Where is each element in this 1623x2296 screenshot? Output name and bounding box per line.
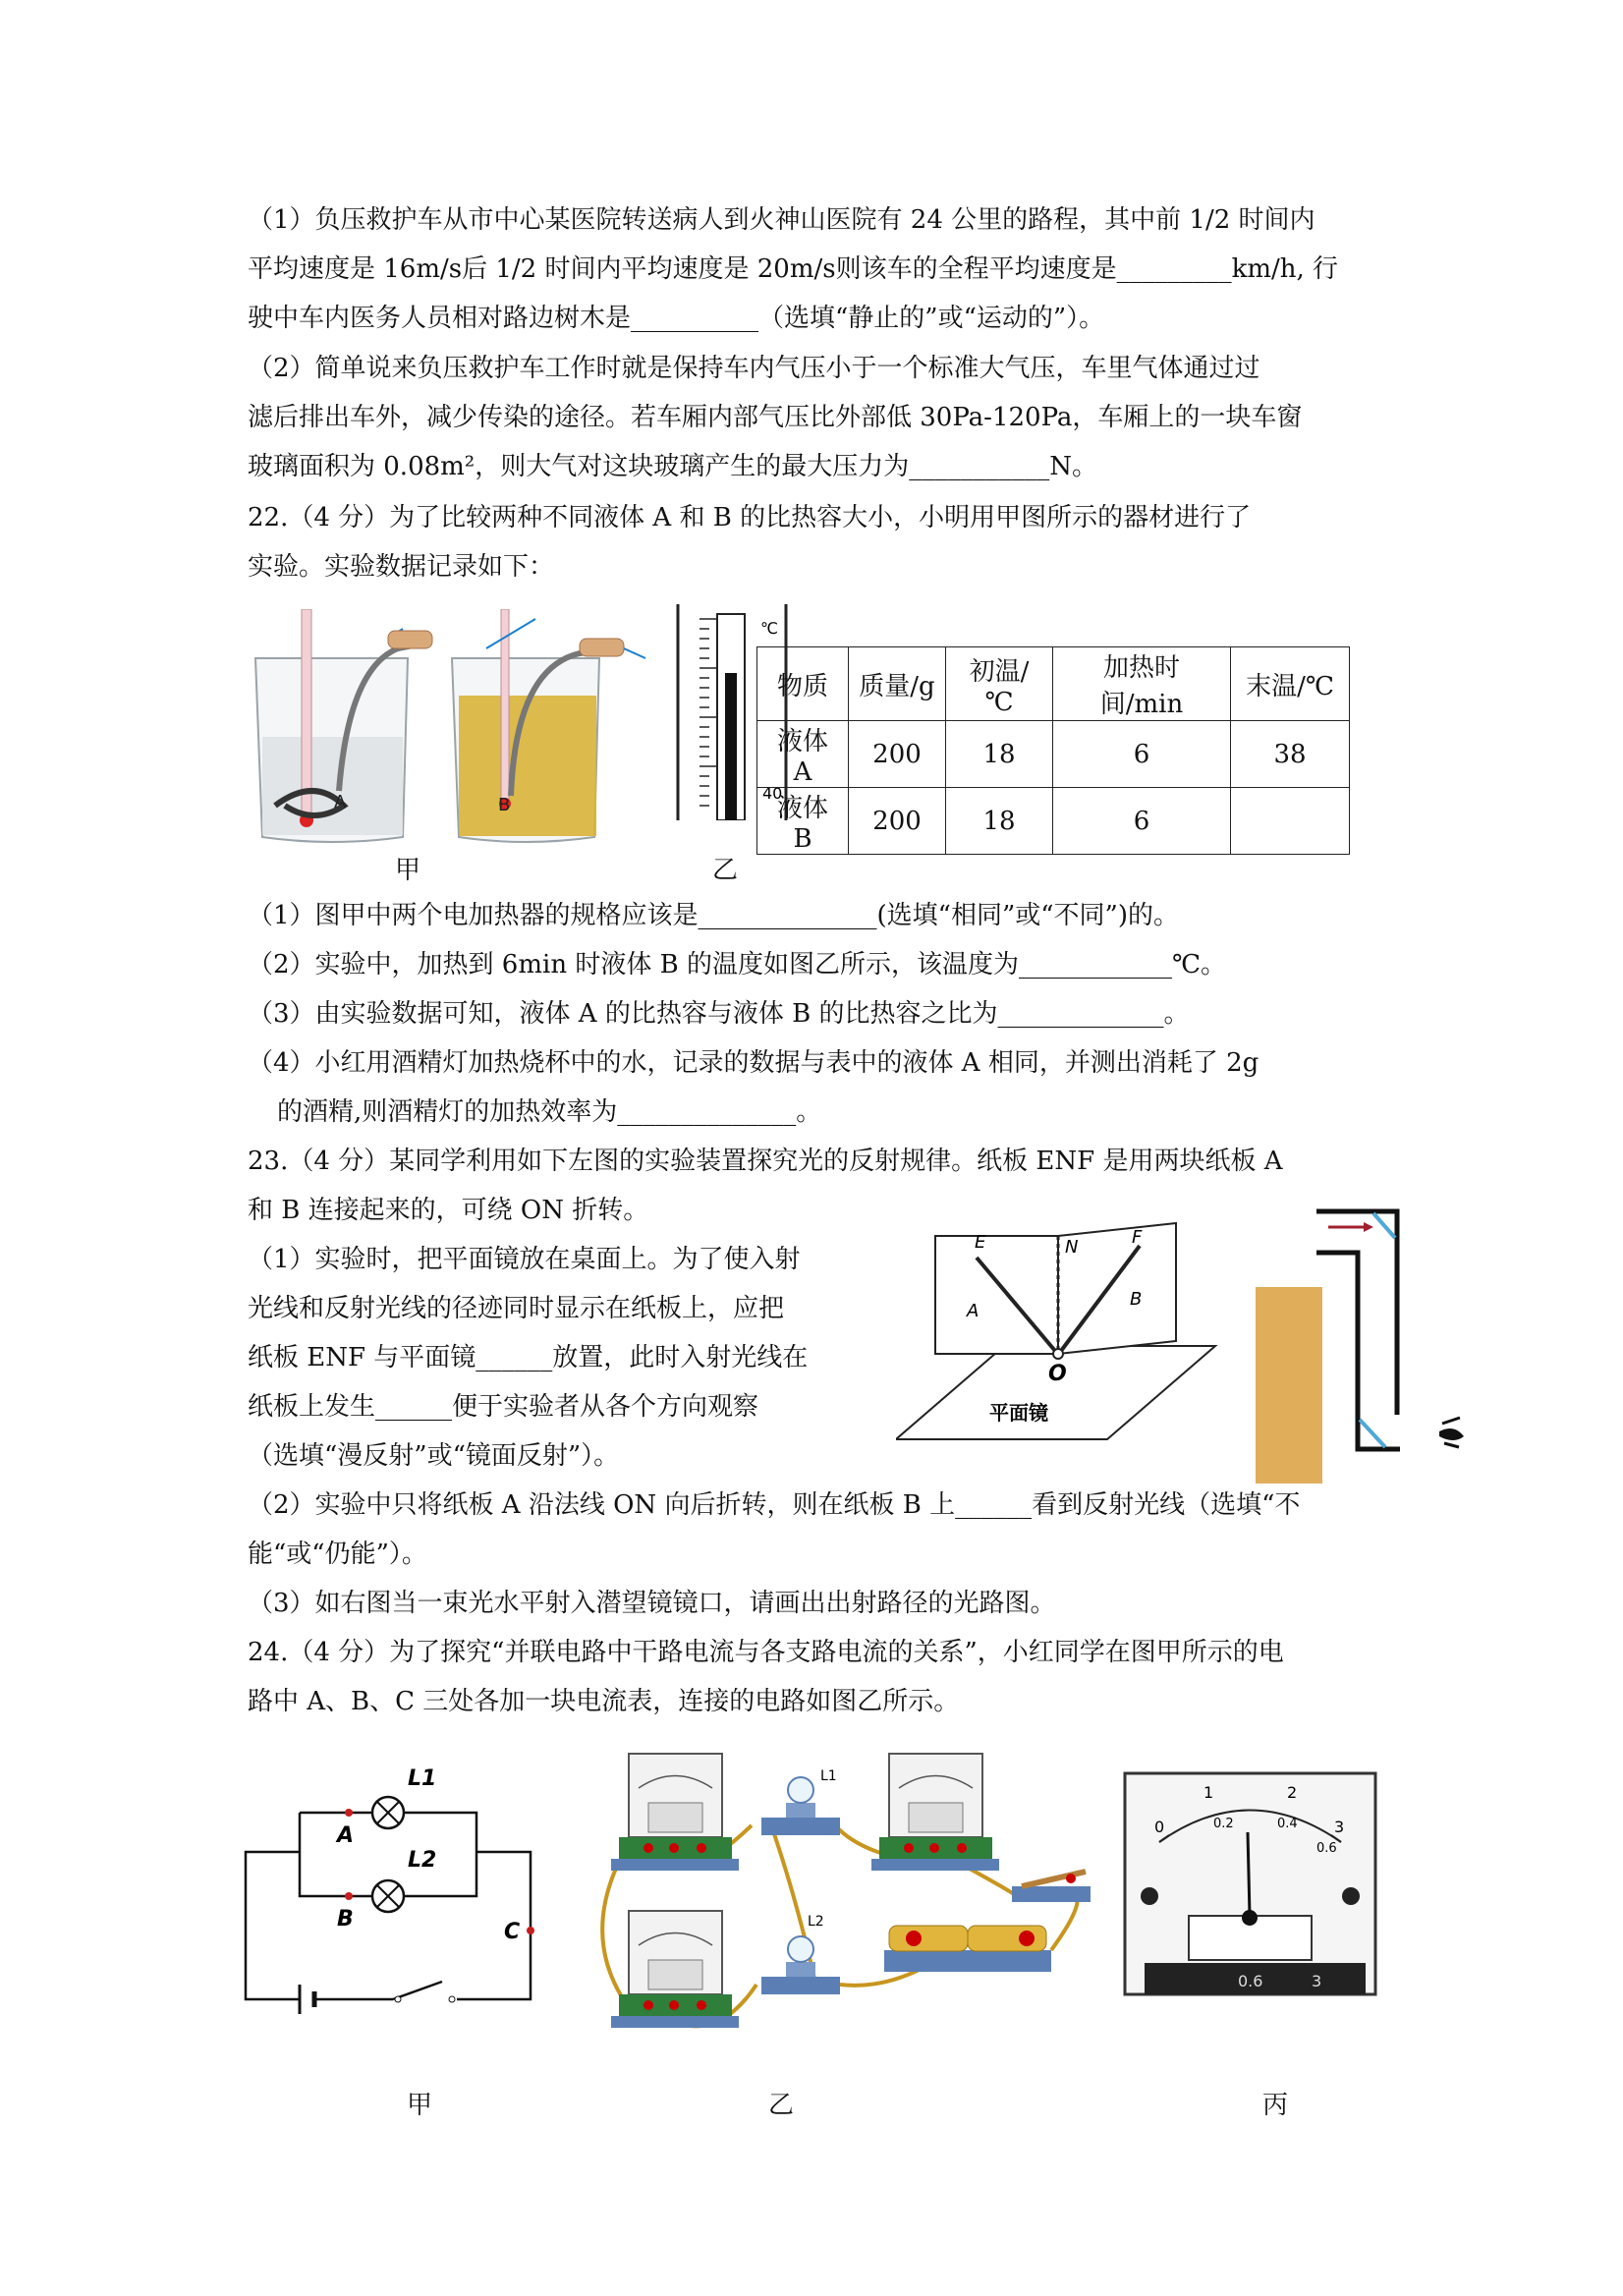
svg-text:0: 0 [1154, 1818, 1165, 1836]
liquid-a [262, 737, 403, 835]
q23-line-8: （2）实验中只将纸板 A 沿法线 ON 向后折转，则在纸板 B 上______看到反射光线（选填“不 [248, 1490, 1301, 1520]
table-header: 末温/℃ [1231, 647, 1350, 721]
svg-text:3: 3 [1334, 1818, 1345, 1836]
table-cell [1231, 788, 1350, 855]
plane-mirror [896, 1346, 1215, 1439]
q22-line-1: 22.（4 分）为了比较两种不同液体 A 和 B 的比热容大小，小明用甲图所示的器材进行了 [248, 503, 1252, 532]
reflection-apparatus-figure [896, 1218, 1230, 1454]
svg-text:B: B [498, 795, 511, 815]
table-cell: 液体 A [757, 721, 849, 788]
q23-line-10: （3）如右图当一束光水平射入潜望镜镜口，请画出出射路径的光路图。 [248, 1589, 1056, 1618]
lamp-l1 [372, 1797, 404, 1828]
svg-text:L2: L2 [808, 1914, 824, 1930]
table-header: 物质 [757, 647, 849, 721]
q22-sub-1: （1）图甲中两个电加热器的规格应该是______________(选填“相同”或“不同”)的。 [248, 901, 1179, 930]
svg-text:L2: L2 [408, 1848, 437, 1873]
bulb-l1 [761, 1768, 840, 1835]
caption-yi-2: 乙 [768, 2091, 795, 2120]
top-mirror [1373, 1213, 1395, 1238]
q21-line-6: 玻璃面积为 0.08m²，则大气对这块玻璃产生的最大压力为___________N。 [248, 452, 1097, 481]
svg-text:B: B [337, 1907, 354, 1932]
q23-line-6: 纸板上发生______便于实验者从各个方向观察 [248, 1392, 759, 1422]
eye-icon [1439, 1428, 1464, 1440]
q22-sub-2: （2）实验中，加热到 6min 时液体 B 的温度如图乙所示，该温度为____________℃。 [248, 950, 1227, 980]
table-header-row [757, 647, 1350, 721]
ammeter-1 [611, 1754, 739, 1871]
beaker-b [452, 609, 645, 842]
q23-line-2: 和 B 连接起来的，可绕 ON 折转。 [248, 1196, 649, 1225]
board-a [935, 1236, 1058, 1354]
caption-jia: 甲 [395, 856, 421, 885]
table-cell: 6 [1053, 721, 1231, 788]
table-header: 加热时间/min [1053, 647, 1231, 721]
table-cell: 18 [946, 721, 1053, 788]
svg-text:1: 1 [1203, 1783, 1214, 1802]
q23-line-3: （1）实验时，把平面镜放在桌面上。为了使入射 [248, 1245, 801, 1274]
q24-line-1: 24.（4 分）为了探究“并联电路中干路电流与各支路电流的关系”，小红同学在图甲所示的电 [248, 1638, 1284, 1667]
svg-text:C: C [504, 1920, 521, 1944]
dial-needle [1248, 1832, 1250, 1916]
beaker-a [255, 609, 432, 842]
table-cell: 6 [1053, 788, 1231, 855]
table-cell: 液体 B [757, 788, 849, 855]
liquid-b [459, 696, 596, 836]
svg-text:B: B [1130, 1289, 1143, 1310]
q23-line-4: 光线和反射光线的径迹同时显示在纸板上，应把 [248, 1294, 785, 1323]
battery [884, 1926, 1051, 1972]
svg-text:L1: L1 [408, 1766, 437, 1791]
q23-line-9: 能“或“仍能”）。 [248, 1540, 427, 1569]
battery-symbol [300, 1985, 314, 2014]
q22-sub-4: （4）小红用酒精灯加热烧杯中的水，记录的数据与表中的液体 A 相同，并测出消耗了 2g [248, 1048, 1259, 1078]
svg-text:F: F [1132, 1227, 1143, 1248]
ammeter-dial-figure [1120, 1768, 1385, 1999]
svg-text:A: A [337, 1823, 355, 1848]
q23-line-5: 纸板 ENF 与平面镜______放置，此时入射光线在 [248, 1343, 809, 1372]
q22-data-table [756, 646, 1350, 855]
lamp-l2 [372, 1880, 404, 1912]
caption-yi: 乙 [712, 856, 739, 885]
q22-line-2: 实验。实验数据记录如下： [248, 552, 555, 582]
bottom-mirror [1360, 1420, 1385, 1447]
q21-line-1: （1）负压救护车从市中心某医院转送病人到火神山医院有 24 公里的路程，其中前 1/2 时间内 [248, 205, 1315, 235]
table-header: 初温/℃ [946, 647, 1053, 721]
svg-text:A: A [334, 792, 347, 812]
periscope-figure [1248, 1204, 1483, 1484]
beakers-figure [241, 609, 653, 850]
q22-sub-5: 的酒精,则酒精灯的加热效率为______________。 [277, 1097, 822, 1127]
table-cell: 38 [1231, 721, 1350, 788]
switch [1012, 1872, 1091, 1902]
table-cell: 200 [849, 721, 946, 788]
q21-line-5: 滤后排出车外，减少传染的途径。若车厢内部气压比外部低 30Pa-120Pa，车厢上的一块车窗 [248, 403, 1303, 432]
physical-circuit-figure [589, 1749, 1100, 2053]
table-row [757, 788, 1350, 855]
svg-text:℃: ℃ [760, 619, 778, 638]
svg-text:0.6: 0.6 [1316, 1841, 1337, 1856]
svg-text:O: O [1048, 1362, 1067, 1386]
svg-text:N: N [1065, 1237, 1079, 1258]
svg-text:0.4: 0.4 [1277, 1817, 1298, 1831]
q22-data-table-wrap [756, 646, 1350, 855]
table-header: 质量/g [849, 647, 946, 721]
svg-text:平面镜: 平面镜 [989, 1401, 1048, 1425]
svg-text:E: E [975, 1232, 986, 1253]
ammeter-2 [871, 1754, 999, 1871]
svg-text:0.6: 0.6 [1238, 1972, 1263, 1990]
q24-line-2: 路中 A、B、C 三处各加一块电流表，连接的电路如图乙所示。 [248, 1687, 960, 1716]
q23-line-1: 23.（4 分）某同学利用如下左图的实验装置探究光的反射规律。纸板 ENF 是用两块纸板 A [248, 1147, 1283, 1176]
wall [1256, 1287, 1322, 1484]
q21-line-3: 驶中车内医务人员相对路边树木是__________（选填“静止的”或“运动的”）。 [248, 304, 1105, 333]
table-cell: 18 [946, 788, 1053, 855]
svg-text:3: 3 [1312, 1972, 1322, 1990]
caption-jia-2: 甲 [407, 2091, 433, 2120]
caption-bing: 丙 [1262, 2091, 1289, 2120]
ammeter-3 [611, 1911, 739, 2028]
svg-text:L1: L1 [820, 1768, 837, 1784]
q21-line-4: （2）简单说来负压救护车工作时就是保持车内气压小于一个标准大气压，车里气体通过过 [248, 354, 1260, 383]
q23-line-7: （选填“漫反射”或“镜面反射”）。 [248, 1441, 620, 1471]
table-row [757, 721, 1350, 788]
circuit-diagram [241, 1764, 545, 2019]
table-cell: 200 [849, 788, 946, 855]
svg-text:A: A [967, 1301, 979, 1321]
mercury-column [725, 673, 737, 820]
q21-line-2: 平均速度是 16m/s后 1/2 时间内平均速度是 20m/s则该车的全程平均速度是_________km/h, 行 [248, 254, 1339, 284]
svg-text:2: 2 [1287, 1783, 1298, 1802]
svg-text:40: 40 [762, 784, 783, 803]
q22-sub-3: （3）由实验数据可知，液体 A 的比热容与液体 B 的比热容之比为_____________。 [248, 999, 1190, 1029]
svg-text:0.2: 0.2 [1213, 1817, 1234, 1831]
